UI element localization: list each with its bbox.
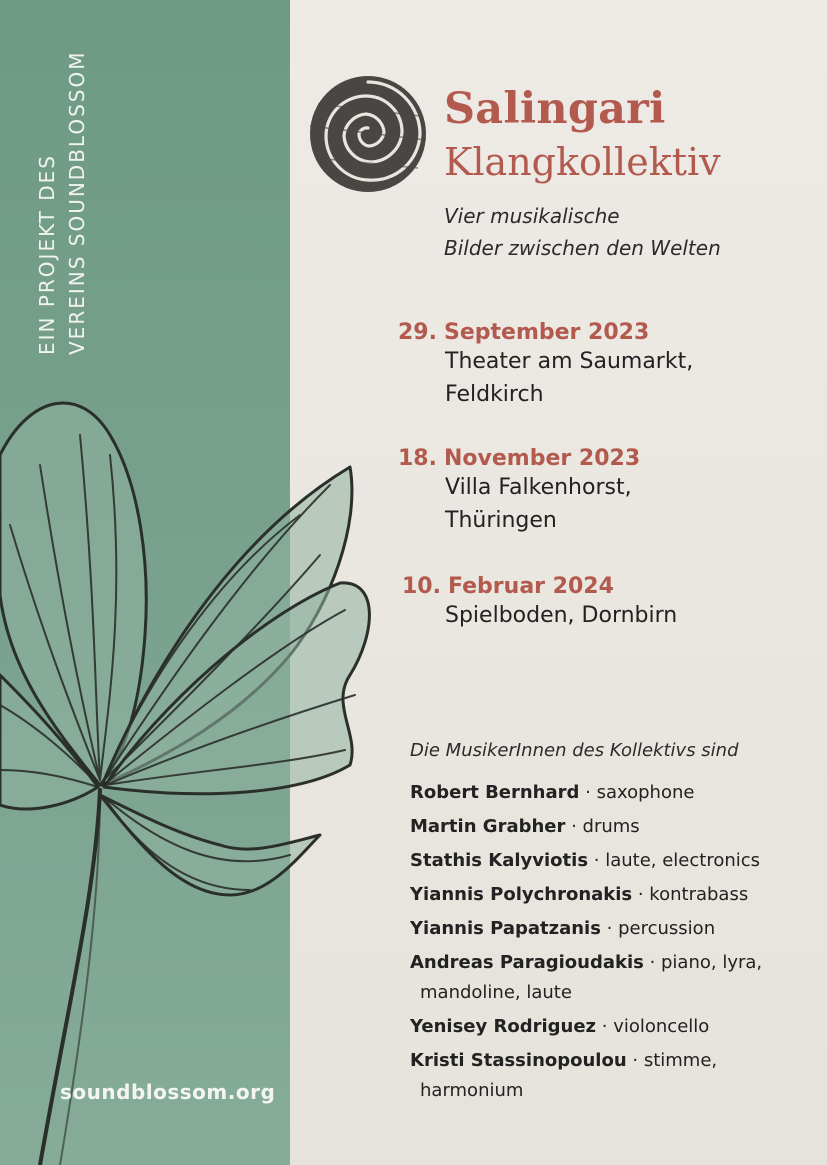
- event-venue-line-1: Spielboden, Dornbirn: [445, 603, 678, 628]
- musician-item: [410, 914, 820, 944]
- musician-name: Yenisey Rodriguez: [410, 1016, 597, 1037]
- band-subtitle: Klangkollektiv: [444, 140, 721, 184]
- event-venue: [445, 471, 640, 537]
- musicians-intro: Die MusikerInnen des Kollektivs sind: [410, 740, 739, 761]
- musician-name: Robert Bernhard: [410, 782, 580, 803]
- band-title: Salingari: [444, 84, 666, 134]
- event-date: [398, 320, 693, 345]
- event-3: [402, 574, 677, 632]
- tagline: [444, 200, 721, 264]
- musician-role: · percussion: [600, 918, 716, 939]
- project-credit-line-1: EIN PROJEKT DES: [35, 154, 59, 355]
- musician-item: [410, 948, 820, 1008]
- event-venue-line-1: Theater am Saumarkt,: [445, 349, 694, 374]
- event-2: [398, 446, 640, 537]
- event-date: [402, 574, 677, 599]
- event-1: [398, 320, 693, 411]
- musician-role: · saxophone: [579, 782, 695, 803]
- musician-item: [410, 880, 820, 910]
- musician-item: [410, 778, 820, 808]
- musician-role: · violoncello: [596, 1016, 710, 1037]
- musician-role: · stimme,: [626, 1050, 718, 1071]
- musician-name: Andreas Paragioudakis: [410, 952, 644, 973]
- musician-name: Stathis Kalyviotis: [410, 850, 589, 871]
- musician-item: [410, 812, 820, 842]
- tagline-line-2: Bilder zwischen den Welten: [444, 236, 721, 260]
- event-venue: [445, 599, 677, 632]
- musician-item: [410, 846, 820, 876]
- event-day: 18.: [398, 446, 437, 471]
- event-venue-line-1: Villa Falkenhorst,: [445, 475, 632, 500]
- event-venue: [445, 345, 693, 411]
- spiral-icon: [306, 74, 430, 194]
- project-credit: [32, 35, 102, 355]
- musician-item: [410, 1046, 820, 1106]
- musician-list: [410, 778, 820, 1110]
- musician-name: Martin Grabher: [410, 816, 566, 837]
- flower-drawing: [0, 375, 380, 1165]
- event-venue-line-2: Thüringen: [445, 508, 557, 533]
- musician-role: · kontrabass: [632, 884, 749, 905]
- event-month-year: November 2023: [444, 446, 641, 471]
- website-link[interactable]: soundblossom.org: [60, 1080, 276, 1104]
- event-month-year: Februar 2024: [448, 574, 614, 599]
- musician-role-continued: harmonium: [420, 1080, 524, 1101]
- event-month-year: September 2023: [444, 320, 650, 345]
- musician-role: · laute, electronics: [588, 850, 761, 871]
- tagline-line-1: Vier musikalische: [444, 204, 620, 228]
- musician-name: Yiannis Papatzanis: [410, 918, 601, 939]
- musician-role-continued: mandoline, laute: [420, 982, 572, 1003]
- musician-name: Yiannis Polychronakis: [410, 884, 633, 905]
- event-day: 10.: [402, 574, 441, 599]
- event-venue-line-2: Feldkirch: [445, 382, 544, 407]
- project-credit-line-2: VEREINS SOUNDBLOSSOM: [65, 50, 89, 355]
- musician-name: Kristi Stassinopoulou: [410, 1050, 627, 1071]
- event-date: [398, 446, 640, 471]
- musician-role: · piano, lyra,: [643, 952, 763, 973]
- event-day: 29.: [398, 320, 437, 345]
- musician-item: [410, 1012, 820, 1042]
- musician-role: · drums: [565, 816, 640, 837]
